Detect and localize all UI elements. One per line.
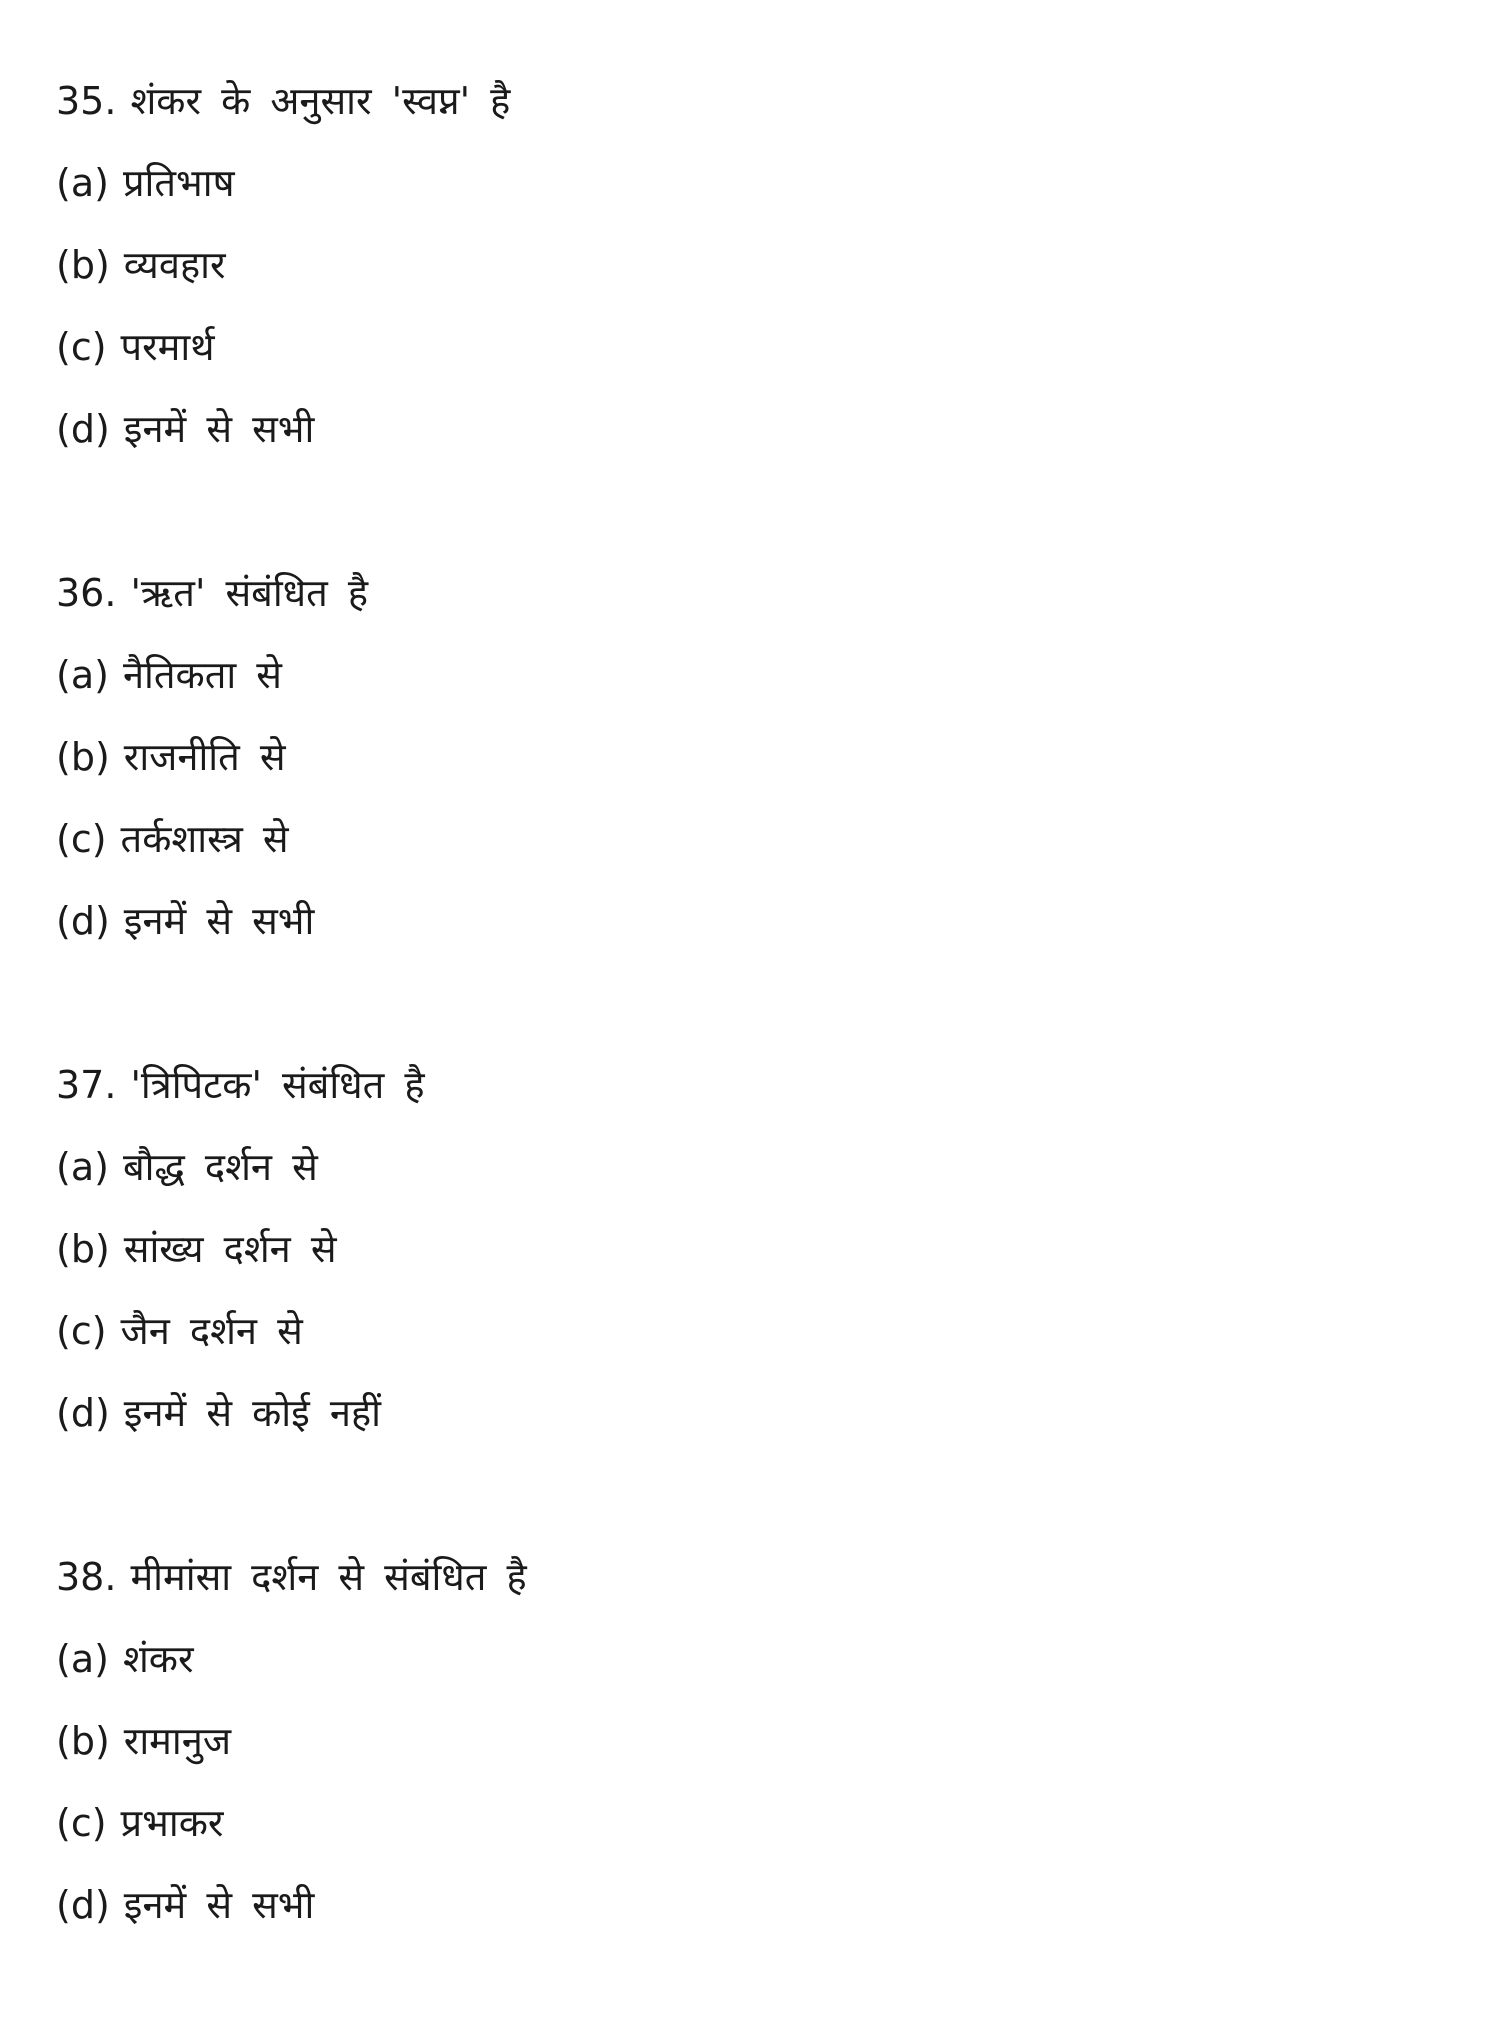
option-label: (a) — [56, 161, 109, 205]
option-label: (d) — [56, 899, 110, 943]
option-label: (c) — [56, 325, 107, 369]
question-text: 'त्रिपिटक' संबंधित है — [130, 1063, 425, 1107]
question-block — [56, 1044, 527, 1454]
option-text: शंकर — [122, 1637, 194, 1681]
question-text-line — [56, 552, 527, 634]
option-item — [56, 1372, 527, 1454]
option-text: परमार्थ — [120, 325, 215, 369]
option-item — [56, 388, 527, 470]
option-label: (d) — [56, 1391, 110, 1435]
option-text: प्रभाकर — [120, 1801, 224, 1845]
option-item — [56, 1208, 527, 1290]
option-text: बौद्ध दर्शन से — [122, 1145, 318, 1189]
option-item — [56, 880, 527, 962]
option-label: (b) — [56, 1719, 110, 1763]
option-label: (c) — [56, 817, 107, 861]
option-text: रामानुज — [123, 1719, 232, 1763]
question-number: 35. — [56, 79, 117, 123]
option-item — [56, 798, 527, 880]
option-label: (c) — [56, 1309, 107, 1353]
option-item — [56, 1618, 527, 1700]
question-text-line — [56, 1044, 527, 1126]
option-item — [56, 1126, 527, 1208]
option-label: (a) — [56, 653, 109, 697]
question-number: 38. — [56, 1555, 117, 1599]
option-text: इनमें से सभी — [123, 899, 315, 943]
question-text: शंकर के अनुसार 'स्वप्न' है — [130, 79, 511, 123]
option-item — [56, 1290, 527, 1372]
option-text: इनमें से सभी — [123, 1883, 315, 1927]
option-item — [56, 634, 527, 716]
option-item — [56, 1782, 527, 1864]
option-label: (c) — [56, 1801, 107, 1845]
question-number: 37. — [56, 1063, 117, 1107]
option-item — [56, 716, 527, 798]
option-text: सांख्य दर्शन से — [123, 1227, 337, 1271]
option-text: इनमें से सभी — [123, 407, 315, 451]
option-text: राजनीति से — [123, 735, 286, 779]
question-text-line — [56, 60, 527, 142]
question-number: 36. — [56, 571, 117, 615]
question-block — [56, 60, 527, 470]
option-label: (a) — [56, 1637, 109, 1681]
option-text: प्रतिभाष — [122, 161, 235, 205]
option-item — [56, 224, 527, 306]
question-text: 'ऋत' संबंधित है — [130, 571, 368, 615]
option-item — [56, 142, 527, 224]
question-block — [56, 552, 527, 962]
option-label: (d) — [56, 407, 110, 451]
question-list — [56, 60, 527, 2028]
option-label: (d) — [56, 1883, 110, 1927]
question-text-line — [56, 1536, 527, 1618]
option-text: व्यवहार — [123, 243, 226, 287]
option-text: नैतिकता से — [122, 653, 282, 697]
question-text: मीमांसा दर्शन से संबंधित है — [130, 1555, 527, 1599]
option-label: (b) — [56, 735, 110, 779]
option-item — [56, 1700, 527, 1782]
option-item — [56, 306, 527, 388]
option-text: जैन दर्शन से — [120, 1309, 303, 1353]
option-text: तर्कशास्त्र से — [120, 817, 289, 861]
option-label: (b) — [56, 1227, 110, 1271]
option-label: (b) — [56, 243, 110, 287]
option-text: इनमें से कोई नहीं — [123, 1391, 381, 1435]
question-block — [56, 1536, 527, 1946]
option-label: (a) — [56, 1145, 109, 1189]
option-item — [56, 1864, 527, 1946]
